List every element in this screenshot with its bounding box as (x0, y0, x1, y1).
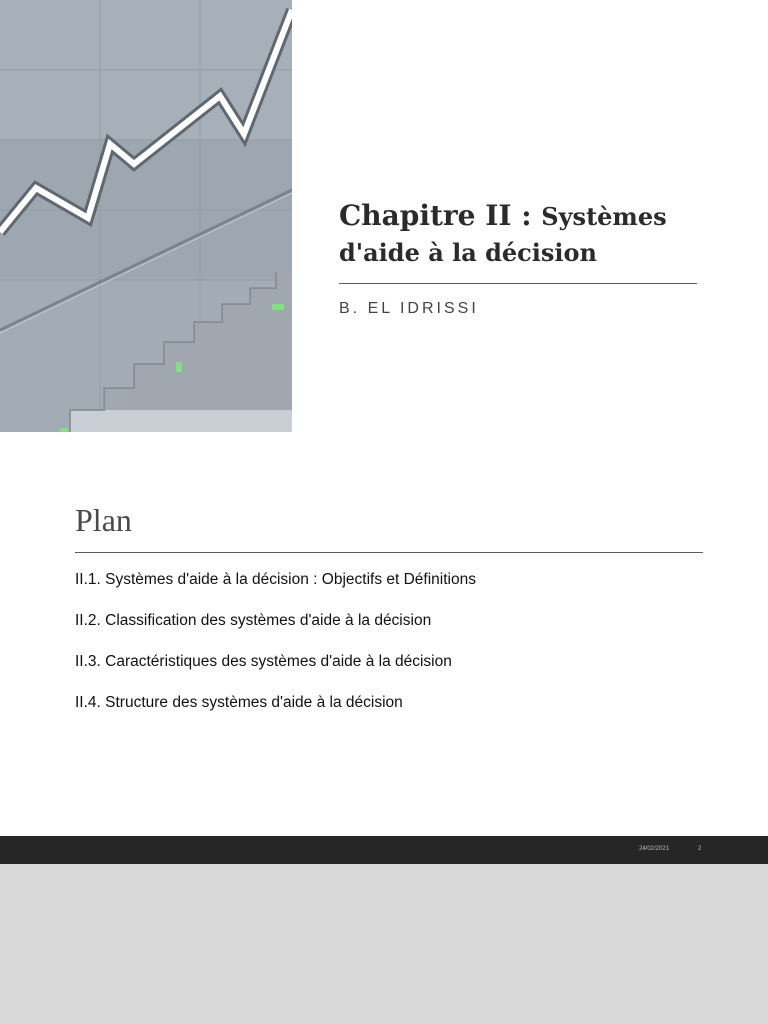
viewer-background (0, 864, 768, 1024)
plan-heading: Plan (75, 502, 132, 538)
footer-date: 24/02/2021 (639, 846, 670, 852)
stairs-growth-image (0, 0, 292, 432)
plan-item: II.4. Structure des systèmes d'aide à la décision (75, 694, 403, 711)
title-slide (0, 0, 768, 432)
title-part-1: Chapitre II : (339, 199, 542, 232)
plan-slide (0, 432, 768, 864)
stairs-growth-illustration (0, 0, 292, 432)
footer-page-number: 2 (698, 846, 702, 852)
plan-list (75, 570, 476, 734)
plan-item: II.1. Systèmes d'aide à la décision : Objectifs et Définitions (75, 571, 476, 588)
title-part-2: Systèmes (541, 202, 667, 231)
title-divider (339, 283, 697, 284)
plan-item: II.2. Classification des systèmes d'aide à la décision (75, 612, 432, 629)
slide-title (339, 198, 699, 271)
plan-item: II.3. Caractéristiques des systèmes d'aide à la décision (75, 653, 452, 670)
title-line-2: d'aide à la décision (339, 238, 597, 267)
slide-footer (0, 836, 768, 864)
author-name: B. EL IDRISSI (339, 300, 479, 317)
plan-divider (75, 552, 703, 553)
